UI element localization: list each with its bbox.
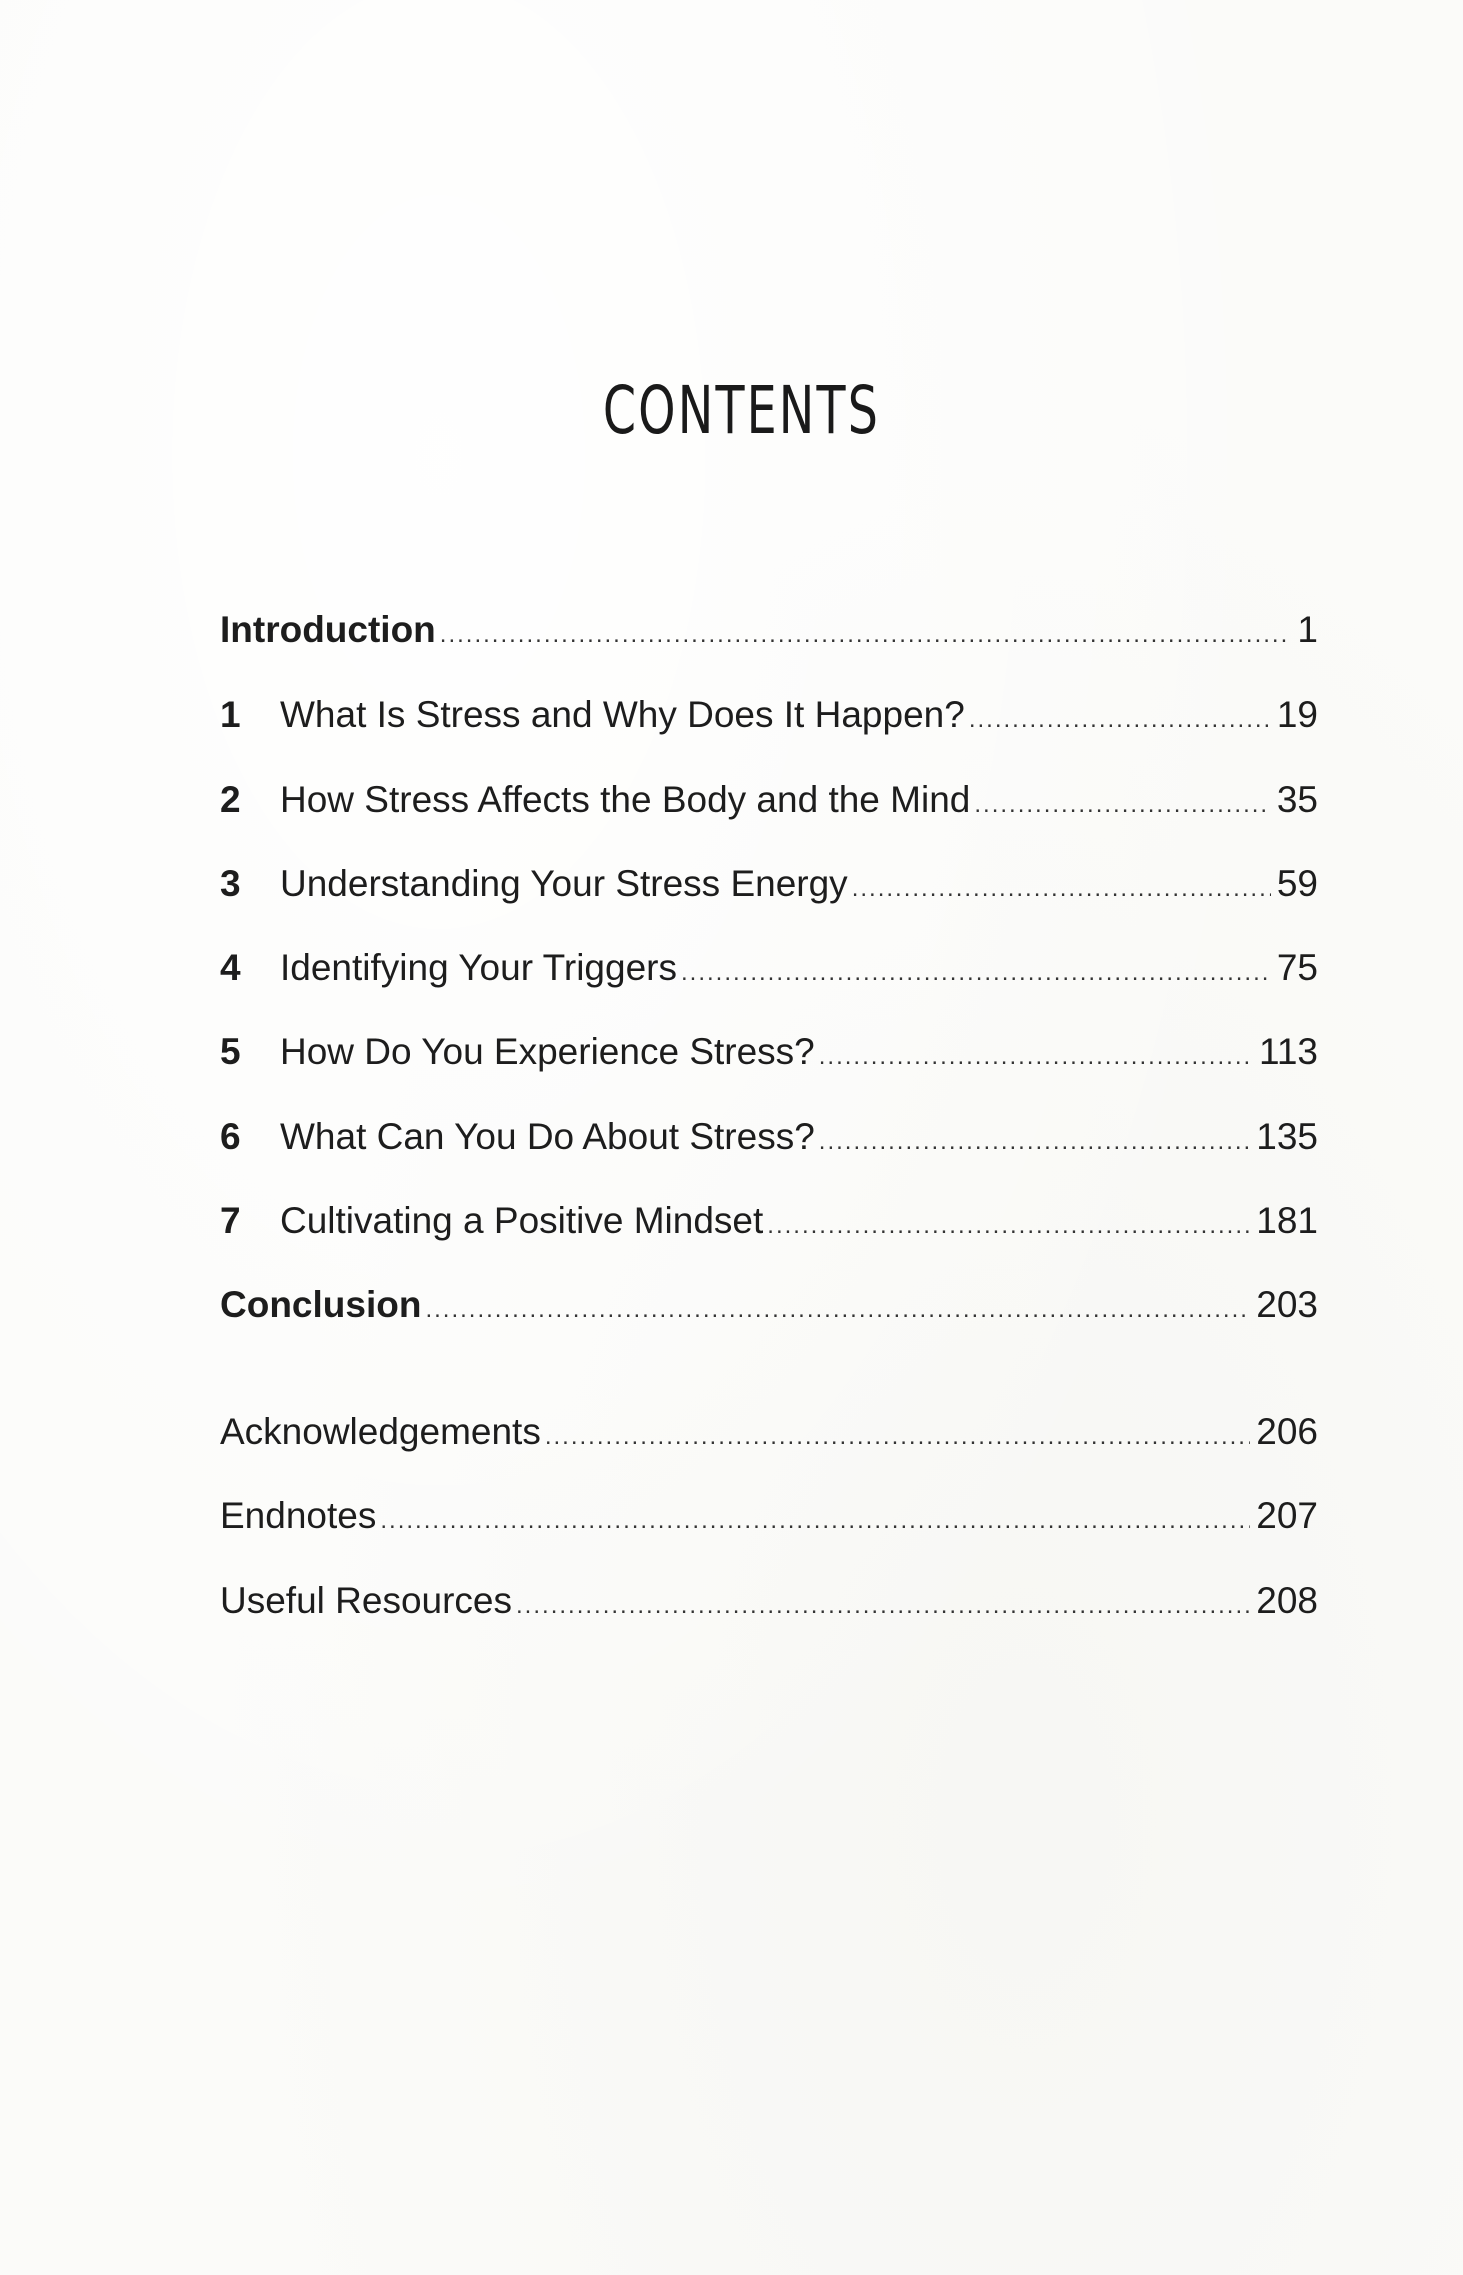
toc-entry-label: Identifying Your Triggers <box>280 947 677 988</box>
toc-entry-chapter-3 <box>220 860 1318 913</box>
toc-entry-page: 206 <box>1256 1411 1318 1452</box>
dot-leader <box>852 865 1271 913</box>
toc-entry-page: 75 <box>1276 947 1318 988</box>
chapter-number: 3 <box>220 863 241 904</box>
toc-entry-chapter-6 <box>220 1113 1318 1166</box>
dot-leader <box>819 1033 1253 1081</box>
dot-leader <box>545 1413 1250 1461</box>
toc-entry-introduction <box>220 606 1318 659</box>
toc-entry-chapter-4 <box>220 944 1318 997</box>
dot-leader <box>380 1497 1250 1545</box>
toc-entry-label: Useful Resources <box>220 1580 513 1621</box>
toc-entry-label: How Do You Experience Stress? <box>280 1031 815 1072</box>
dot-leader <box>974 781 1270 829</box>
chapter-number: 5 <box>220 1031 241 1072</box>
toc-entry-endnotes <box>220 1492 1318 1545</box>
dot-leader <box>969 696 1271 744</box>
dot-leader <box>440 611 1292 659</box>
chapter-number: 2 <box>220 779 241 820</box>
dot-leader <box>819 1118 1250 1166</box>
toc-entry-page: 113 <box>1259 1031 1318 1072</box>
toc-entry-label: Acknowledgements <box>220 1411 541 1452</box>
toc-entry-label: Understanding Your Stress Energy <box>280 863 848 904</box>
dot-leader <box>681 949 1271 997</box>
dot-leader <box>516 1582 1250 1630</box>
toc-entry-chapter-1 <box>220 691 1318 744</box>
toc-entry-useful-resources <box>220 1577 1318 1630</box>
toc-entry-page: 35 <box>1276 779 1318 820</box>
toc-entry-label: Conclusion <box>220 1284 422 1325</box>
toc-entry-page: 181 <box>1256 1200 1318 1241</box>
chapter-number: 1 <box>220 694 241 735</box>
toc-entry-page: 1 <box>1297 609 1318 650</box>
toc-entry-page: 135 <box>1256 1116 1318 1157</box>
chapter-number: 4 <box>220 947 241 988</box>
toc-entry-page: 203 <box>1256 1284 1318 1325</box>
toc-entry-label: Introduction <box>220 609 436 650</box>
toc-entry-label: What Can You Do About Stress? <box>280 1116 815 1157</box>
dot-leader <box>425 1286 1250 1334</box>
chapter-number: 6 <box>220 1116 241 1157</box>
toc-entry-chapter-2 <box>220 776 1318 829</box>
toc-entry-acknowledgements <box>220 1408 1318 1461</box>
toc-entry-page: 59 <box>1276 863 1318 904</box>
toc-entry-page: 207 <box>1256 1495 1318 1536</box>
toc-entry-label: How Stress Affects the Body and the Mind <box>280 779 971 820</box>
toc-entry-conclusion <box>220 1281 1318 1334</box>
toc-entry-chapter-7 <box>220 1197 1318 1250</box>
toc-entry-page: 19 <box>1276 694 1318 735</box>
page-title: CONTENTS <box>602 372 881 449</box>
chapter-number: 7 <box>220 1200 241 1241</box>
toc-entry-page: 208 <box>1256 1580 1318 1621</box>
toc-entry-label: What Is Stress and Why Does It Happen? <box>280 694 965 735</box>
toc-entry-label: Endnotes <box>220 1495 377 1536</box>
toc-entry-label: Cultivating a Positive Mindset <box>280 1200 764 1241</box>
toc-entry-chapter-5 <box>220 1028 1318 1081</box>
dot-leader <box>767 1202 1250 1250</box>
